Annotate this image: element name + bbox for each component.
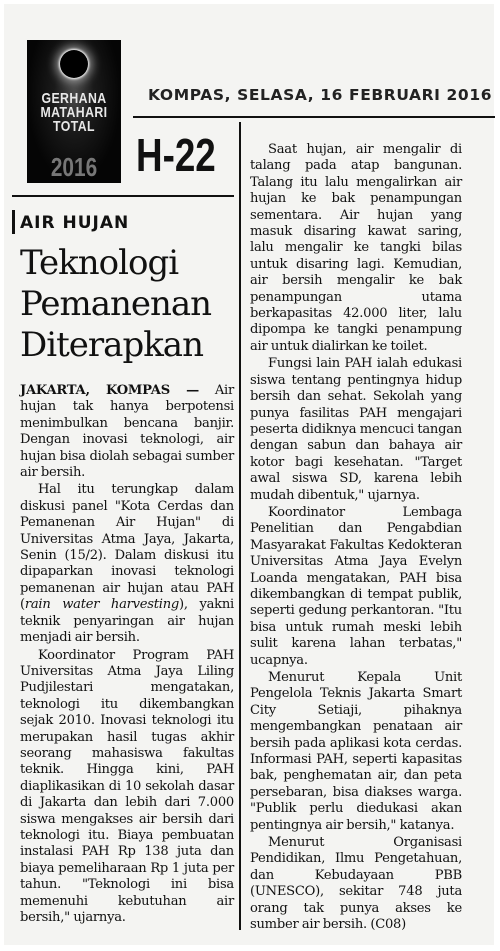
- logo-title: [35, 92, 112, 134]
- dateline: JAKARTA, KOMPAS —: [20, 383, 199, 398]
- countdown-label: H-22: [136, 129, 216, 181]
- paragraph: Koordinator Program PAH Universitas Atma Jaya Liling Pudjilestari mengatakan, teknologi itu dikembangkan sejak 2010. Inovasi teknologi itu merupakan hasil tugas akhir seorang mahasiswa fakultas teknik. Hingga kini, PAH diaplikasikan di 10 sekolah dasar di Jakarta dan lebih dari 7.000 siswa mengakses air bersih dari teknologi itu. Biaya pembuatan instalasi PAH Rp 138 juta dan biaya pemeliharaan Rp 1 juta per tahun. "Teknologi ini bisa memenuhi kebutuhan air bersih," ujarnya.: [20, 647, 234, 925]
- italic-term: rain water harvesting: [24, 597, 180, 613]
- eclipse-icon: [60, 50, 88, 78]
- paragraph-text: Hal itu terungkap dalam diskusi panel "Kota Cerdas dan Pemanenan Air Hujan" di Universitas Atma Jaya, Jakarta, Senin (15/2). Dalam diskusi itu dipaparkan inovasi teknologi pemanenan air hujan atau PAH (: [20, 482, 234, 613]
- paragraph: Menurut Kepala Unit Pengelola Teknis Jakarta Smart City Setiaji, pihaknya mengembangkan penataan air bersih pada aplikasi kota cerdas. Informasi PAH, seperti kapasitas bak, penghematan air, dan peta persebaran, bisa diakses warga. "Publik perlu diedukasi akan pentingnya air bersih," katanya.: [250, 670, 462, 833]
- rubric-bar: [12, 210, 15, 234]
- paragraph: [20, 383, 234, 481]
- article-column-right: [250, 142, 462, 934]
- headline: Teknologi Pemanenan Diterapkan: [20, 243, 212, 365]
- paragraph-text: Air hujan tak hanya berpotensi menimbulkan bencana banjir. Dengan inovasi teknologi, air hujan bisa diolah sebagai sumber air bersih.: [20, 383, 234, 481]
- logo-line-2: MATAHARI: [40, 104, 108, 121]
- column-divider: [239, 122, 241, 930]
- paragraph: Menurut Organisasi Pendidikan, Ilmu Pengetahuan, dan Kebudayaan PBB (UNESCO), sekitar 748 juta orang tak punya akses ke sumber air bersih. (C08): [250, 835, 462, 933]
- paragraph: [20, 482, 234, 646]
- paragraph: Fungsi lain PAH ialah edukasi siswa tentang pentingnya hidup bersih dan sehat. Sekolah yang punya fasilitas PAH mengajari peserta didiknya mencuci tangan dengan sabun dan bahaya air kotor bagi kesehatan. "Target awal siswa SD, karena lebih mudah dibentuk," ujarnya.: [250, 356, 462, 503]
- logo-line-1: GERHANA: [41, 90, 107, 107]
- column-top-rule: [12, 195, 234, 197]
- logo-line-3: TOTAL: [53, 118, 95, 135]
- header-divider: [133, 116, 495, 118]
- paragraph-text: ), yakni teknik penyaringan air hujan menjadi air bersih.: [20, 597, 234, 646]
- eclipse-logo: [27, 40, 121, 183]
- masthead-date: KOMPAS, SELASA, 16 FEBRUARI 2016: [148, 86, 493, 104]
- paragraph: Saat hujan, air mengalir di talang pada atap bangunan. Talang itu lalu mengalirkan air hujan ke bak penampungan sementara. Air hujan yang masuk disaring kawat saring, lalu mengalir ke tangki bilas untuk disaring lagi. Kemudian, air bersih mengalir ke bak penampungan utama berkapasitas 42.000 liter, lalu dipompa ke tangki penampung air untuk dialirkan ke toilet.: [250, 142, 462, 354]
- section-rubric: AIR HUJAN: [20, 213, 130, 233]
- logo-year: 2016: [50, 152, 98, 182]
- paragraph: Koordinator Lembaga Penelitian dan Pengabdian Masyarakat Fakultas Kedokteran Universitas Atma Jaya Evelyn Loanda mengatakan, PAH bisa dikembangkan di tempat publik, seperti gedung perkantoran. "Itu bisa untuk rumah meski lebih sulit karena lahan terbatas," ucapnya.: [250, 504, 462, 668]
- article-column-left: [20, 383, 234, 926]
